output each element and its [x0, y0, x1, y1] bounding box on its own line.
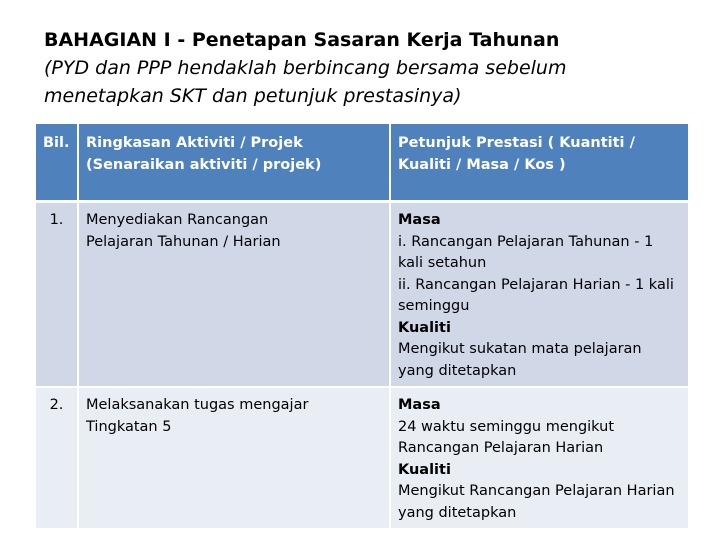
kualiti-text: Mengikut Rancangan Pelajaran Harian yang ditetapkan	[398, 483, 675, 521]
row-activity	[78, 202, 390, 388]
kualiti-text: Mengikut sukatan mata pelajaran yang ditetapkan	[398, 341, 642, 379]
activity-text: Menyediakan Rancangan	[86, 212, 269, 228]
row-number: 1.	[36, 202, 78, 388]
header-bil: Bil.	[36, 124, 78, 202]
activity-text: Tingkatan 5	[86, 418, 172, 435]
row-number: 2.	[36, 387, 78, 529]
row-activity	[78, 387, 390, 529]
table-row	[36, 202, 688, 388]
masa-text: ii. Rancangan Pelajaran Harian - 1 kali seminggu	[398, 276, 674, 314]
kualiti-label: Kualiti	[398, 319, 451, 336]
table-header-row	[36, 124, 688, 202]
masa-label: Masa	[398, 397, 441, 413]
header-performance: Petunjuk Prestasi ( Kuantiti / Kualiti / Masa / Kos )	[390, 124, 688, 202]
header-activity: Ringkasan Aktiviti / Projek (Senaraikan aktiviti / projek)	[78, 124, 390, 202]
masa-text: 24 waktu seminggu mengikut Rancangan Pelajaran Harian	[398, 418, 615, 456]
row-performance	[390, 387, 688, 529]
masa-text: i. Rancangan Pelajaran Tahunan - 1 kali setahun	[398, 233, 654, 271]
kualiti-label: Kualiti	[398, 461, 451, 478]
section-subtitle-line-1: (PYD dan PPP hendaklah berbincang bersama sebelum	[44, 57, 567, 79]
section-subtitle-line-2: menetapkan SKT dan petunjuk prestasinya)	[44, 85, 462, 107]
masa-label: Masa	[398, 212, 441, 228]
row-performance	[390, 202, 688, 388]
activity-text: Pelajaran Tahunan / Harian	[86, 233, 281, 250]
page-heading	[44, 26, 704, 110]
activity-text: Melaksanakan tugas mengajar	[86, 397, 309, 413]
section-title: BAHAGIAN I - Penetapan Sasaran Kerja Tahunan	[44, 29, 560, 51]
table-row	[36, 387, 688, 529]
skt-table	[36, 124, 688, 530]
